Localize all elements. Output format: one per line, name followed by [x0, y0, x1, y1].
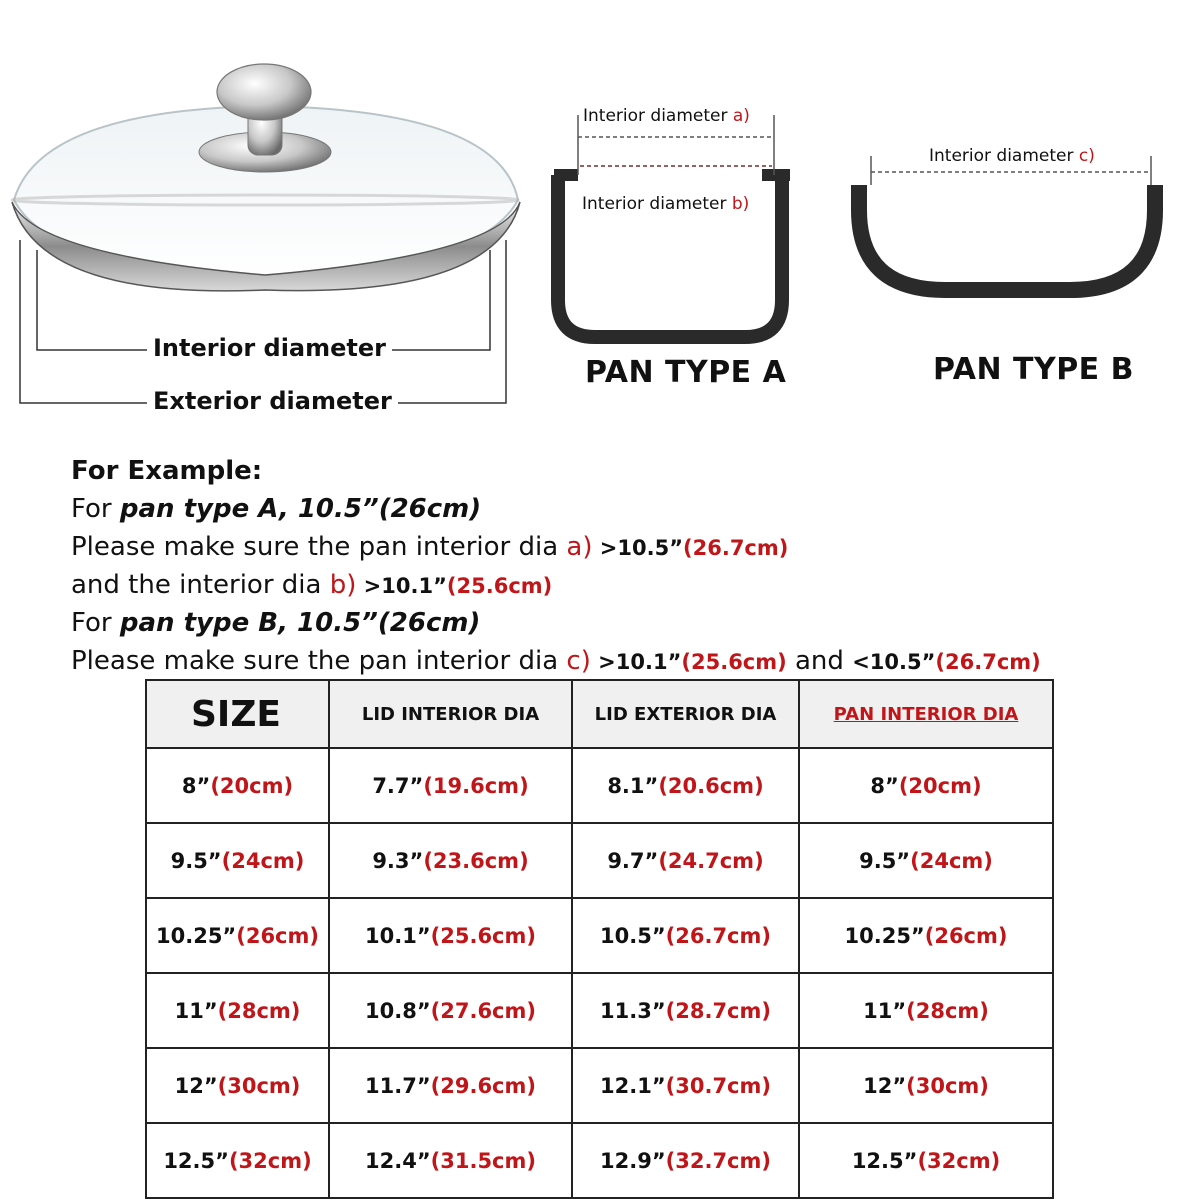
pan-type-b-title: PAN TYPE B — [933, 352, 1134, 387]
cell-inch-value: 10.1” — [365, 923, 431, 948]
cell-size — [146, 1123, 329, 1198]
cell-cm-value: (32.7cm) — [665, 1148, 771, 1173]
table-row — [146, 748, 1053, 823]
cell-cm-value: (24.7cm) — [658, 848, 764, 873]
table-row — [146, 898, 1053, 973]
lid-interior-diameter-label: Interior diameter — [147, 334, 392, 362]
cell-cm-value: (32cm) — [228, 1148, 312, 1173]
lid-exterior-diameter-label: Exterior diameter — [147, 387, 398, 415]
cell-inch-value: 7.7” — [372, 773, 424, 798]
cell-lid-interior — [329, 823, 572, 898]
cell-size — [146, 823, 329, 898]
cell-inch-value: 9.3” — [372, 848, 424, 873]
cell-lid-exterior — [572, 1048, 799, 1123]
cell-size — [146, 898, 329, 973]
cell-inch-value: 10.25” — [156, 923, 237, 948]
cell-size — [146, 1048, 329, 1123]
header-lid-exterior: LID EXTERIOR DIA — [572, 680, 799, 748]
cell-lid-interior — [329, 898, 572, 973]
cell-inch-value: 12.1” — [600, 1073, 666, 1098]
cell-inch-value: 12.4” — [365, 1148, 431, 1173]
pan-type-a-title: PAN TYPE A — [585, 355, 787, 390]
cell-inch-value: 11” — [863, 998, 907, 1023]
cell-cm-value: (24cm) — [221, 848, 305, 873]
cell-inch-value: 8” — [870, 773, 899, 798]
cell-inch-value: 12.5” — [851, 1148, 918, 1173]
cell-size — [146, 973, 329, 1048]
glass-lid-illustration — [0, 50, 540, 430]
cell-cm-value: (30cm) — [906, 1073, 989, 1098]
cell-cm-value: (30.7cm) — [665, 1073, 771, 1098]
size-table — [145, 679, 1054, 1199]
cell-lid-exterior — [572, 973, 799, 1048]
cell-cm-value: (19.6cm) — [423, 773, 529, 798]
cell-lid-exterior — [572, 748, 799, 823]
cell-lid-exterior — [572, 898, 799, 973]
cell-inch-value: 11.3” — [600, 998, 666, 1023]
cell-inch-value: 9.5” — [859, 848, 911, 873]
cell-pan-interior — [799, 898, 1053, 973]
cell-cm-value: (26cm) — [236, 923, 319, 948]
example-heading: For Example: — [71, 456, 263, 486]
cell-cm-value: (27.6cm) — [430, 998, 536, 1023]
cell-pan-interior — [799, 1048, 1053, 1123]
header-pan-interior: PAN INTERIOR DIA — [799, 680, 1053, 748]
cell-inch-value: 8” — [181, 773, 211, 798]
cell-lid-exterior — [572, 1123, 799, 1198]
cell-cm-value: (29.6cm) — [430, 1073, 536, 1098]
cell-cm-value: (28cm) — [217, 998, 301, 1023]
table-row — [146, 1123, 1053, 1198]
table-header-row — [146, 680, 1053, 748]
cell-lid-interior — [329, 973, 572, 1048]
cell-inch-value: 11.7” — [365, 1073, 431, 1098]
cell-pan-interior — [799, 1123, 1053, 1198]
cell-inch-value: 12.9” — [600, 1148, 666, 1173]
cell-lid-interior — [329, 748, 572, 823]
cell-pan-interior — [799, 823, 1053, 898]
pan-a-label-b: Interior diameter b) — [582, 194, 750, 214]
table-row — [146, 1048, 1053, 1123]
cell-cm-value: (31.5cm) — [430, 1148, 536, 1173]
cell-inch-value: 10.5” — [600, 923, 666, 948]
cell-pan-interior — [799, 748, 1053, 823]
cell-inch-value: 12” — [863, 1073, 907, 1098]
example-line-4: For pan type B, 10.5”(26cm) — [71, 608, 481, 638]
example-line-1: For pan type A, 10.5”(26cm) — [71, 494, 482, 524]
cell-cm-value: (28.7cm) — [665, 998, 771, 1023]
cell-cm-value: (26cm) — [924, 923, 1008, 948]
pan-b-label-c: Interior diameter c) — [929, 146, 1095, 166]
cell-lid-interior — [329, 1123, 572, 1198]
cell-inch-value: 10.8” — [365, 998, 431, 1023]
header-size: SIZE — [146, 680, 329, 748]
cell-cm-value: (32cm) — [917, 1148, 1001, 1173]
cell-cm-value: (20.6cm) — [658, 773, 764, 798]
cell-inch-value: 12” — [174, 1073, 218, 1098]
cell-inch-value: 9.5” — [170, 848, 222, 873]
example-line-5: Please make sure the pan interior dia c) >10.1”(25.6cm) and <10.5”(26.7cm) — [71, 646, 1041, 676]
cell-cm-value: (25.6cm) — [430, 923, 536, 948]
example-line-2: Please make sure the pan interior dia a) >10.5”(26.7cm) — [71, 532, 789, 562]
cell-cm-value: (20cm) — [210, 773, 294, 798]
pan-a-label-a: Interior diameter a) — [583, 106, 750, 126]
cell-inch-value: 8.1” — [607, 773, 659, 798]
cell-cm-value: (20cm) — [898, 773, 982, 798]
cell-lid-interior — [329, 1048, 572, 1123]
cell-pan-interior — [799, 973, 1053, 1048]
table-row — [146, 973, 1053, 1048]
cell-lid-exterior — [572, 823, 799, 898]
cell-inch-value: 12.5” — [163, 1148, 229, 1173]
cell-inch-value: 9.7” — [607, 848, 659, 873]
cell-cm-value: (23.6cm) — [423, 848, 529, 873]
cell-cm-value: (30cm) — [217, 1073, 301, 1098]
cell-size — [146, 748, 329, 823]
cell-cm-value: (28cm) — [906, 998, 989, 1023]
cell-cm-value: (26.7cm) — [665, 923, 771, 948]
header-lid-interior: LID INTERIOR DIA — [329, 680, 572, 748]
example-block — [71, 452, 1041, 680]
cell-cm-value: (24cm) — [910, 848, 993, 873]
cell-inch-value: 10.25” — [844, 923, 925, 948]
pan-type-a-diagram — [550, 95, 810, 355]
cell-inch-value: 11” — [174, 998, 218, 1023]
table-row — [146, 823, 1053, 898]
example-line-3: and the interior dia b) >10.1”(25.6cm) — [71, 570, 553, 600]
